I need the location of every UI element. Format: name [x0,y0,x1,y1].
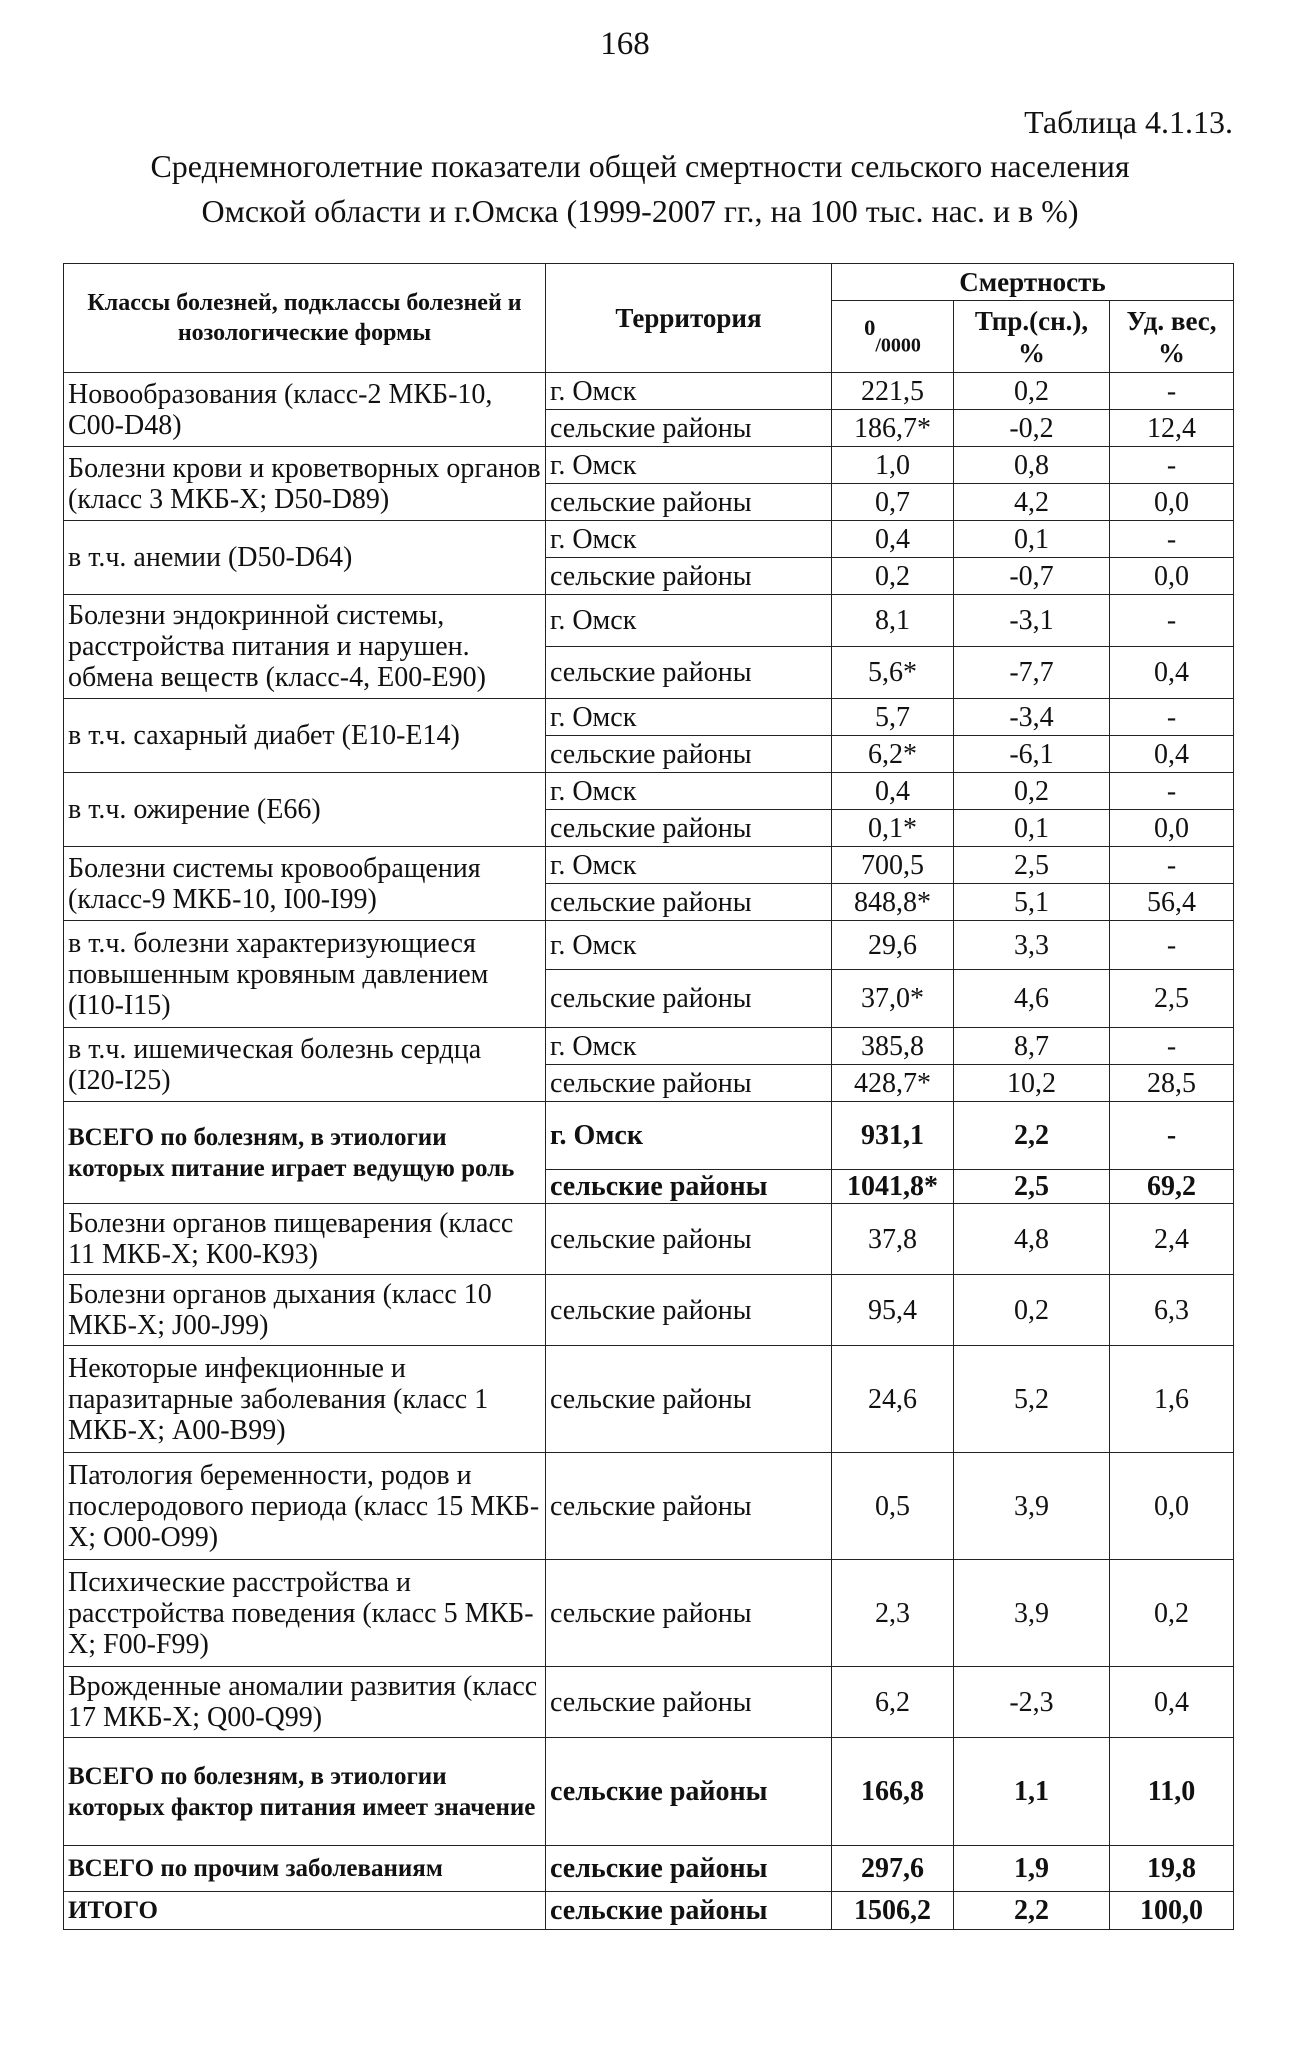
row-rate: 24,6 [832,1346,954,1453]
row-trend: 0,1 [954,810,1110,847]
row-rate: 931,1 [832,1102,954,1170]
row-territory: сельские районы [546,1204,832,1275]
row-share: 28,5 [1110,1065,1234,1102]
row-territory: сельские районы [546,647,832,699]
row-territory: г. Омск [546,847,832,884]
header-classes: Классы болезней, подклассы болезней и нозологические формы [64,264,546,373]
row-class: Болезни органов пищеварения (класс 11 МКБ-Х; К00-К93) [64,1204,546,1275]
row-rate: 1,0 [832,447,954,484]
row-class: в т.ч. ожирение (Е66) [64,773,546,847]
row-rate: 2,3 [832,1560,954,1667]
row-territory: г. Омск [546,699,832,736]
row-rate: 8,1 [832,595,954,647]
row-trend: 4,8 [954,1204,1110,1275]
row-share: 0,0 [1110,484,1234,521]
row-territory: сельские районы [546,1275,832,1346]
row-share: - [1110,921,1234,970]
row-share: 0,0 [1110,558,1234,595]
page-number: 168 [600,26,650,62]
row-class: в т.ч. болезни характеризующиеся повышенным кровяным давлением (I10-I15) [64,921,546,1028]
row-share: - [1110,373,1234,410]
row-trend: 3,3 [954,921,1110,970]
row-territory: сельские районы [546,970,832,1028]
row-class: Болезни эндокринной системы, расстройства питания и нарушен. обмена веществ (класс-4, Е00-Е90) [64,595,546,699]
row-trend: -0,2 [954,410,1110,447]
row-class: Врожденные аномалии развития (класс 17 МКБ-Х; Q00-Q99) [64,1667,546,1738]
row-rate: 186,7* [832,410,954,447]
row-trend: 0,8 [954,447,1110,484]
row-class: в т.ч. анемии (D50-D64) [64,521,546,595]
row-trend: 3,9 [954,1560,1110,1667]
row-territory: сельские районы [546,1560,832,1667]
row-share: 11,0 [1110,1738,1234,1846]
row-rate: 1506,2 [832,1892,954,1930]
row-class: Новообразования (класс-2 МКБ-10, С00-D48) [64,373,546,447]
row-trend: 2,5 [954,847,1110,884]
row-class: ВСЕГО по болезням, в этиологии которых фактор питания имеет значение [64,1738,546,1846]
row-rate: 428,7* [832,1065,954,1102]
row-territory: сельские районы [546,558,832,595]
row-trend: 0,2 [954,1275,1110,1346]
row-rate: 5,6* [832,647,954,699]
row-share: 0,0 [1110,1453,1234,1560]
table-label: Таблица 4.1.13. [1024,104,1233,140]
row-trend: 0,2 [954,773,1110,810]
row-share: 0,4 [1110,1667,1234,1738]
row-class: Болезни крови и кроветворных органов (класс 3 МКБ-Х; D50-D89) [64,447,546,521]
row-territory: сельские районы [546,1453,832,1560]
row-territory: сельские районы [546,736,832,773]
row-territory: сельские районы [546,884,832,921]
header-mortality: Смертность [832,264,1234,301]
row-rate: 0,4 [832,521,954,558]
header-rate [832,301,954,373]
row-trend: -7,7 [954,647,1110,699]
row-share: 56,4 [1110,884,1234,921]
row-trend: 2,5 [954,1170,1110,1204]
row-territory: г. Омск [546,373,832,410]
row-class: ВСЕГО по прочим заболеваниям [64,1846,546,1892]
row-class: Некоторые инфекционные и паразитарные заболевания (класс 1 МКБ-Х; А00-В99) [64,1346,546,1453]
row-rate: 221,5 [832,373,954,410]
row-territory: сельские районы [546,1065,832,1102]
row-class: Болезни системы кровообращения (класс-9 МКБ-10, I00-I99) [64,847,546,921]
header-rate-sup: 0 [864,314,876,340]
table-caption [60,144,1220,234]
row-class: ИТОГО [64,1892,546,1930]
header-share: Уд. вес, % [1110,301,1234,373]
row-rate: 5,7 [832,699,954,736]
row-trend: 1,1 [954,1738,1110,1846]
row-share: 6,3 [1110,1275,1234,1346]
row-trend: 0,1 [954,521,1110,558]
row-territory: г. Омск [546,447,832,484]
row-trend: 1,9 [954,1846,1110,1892]
row-class: Психические расстройства и расстройства поведения (класс 5 МКБ-Х; F00-F99) [64,1560,546,1667]
row-trend: 2,2 [954,1892,1110,1930]
row-rate: 385,8 [832,1028,954,1065]
row-territory: г. Омск [546,521,832,558]
row-territory: г. Омск [546,1028,832,1065]
row-share: 0,2 [1110,1560,1234,1667]
row-rate: 29,6 [832,921,954,970]
row-territory: г. Омск [546,595,832,647]
row-territory: сельские районы [546,1738,832,1846]
row-share: 0,4 [1110,647,1234,699]
row-share: 69,2 [1110,1170,1234,1204]
row-share: 0,4 [1110,736,1234,773]
row-trend: 2,2 [954,1102,1110,1170]
row-rate: 1041,8* [832,1170,954,1204]
row-trend: 0,2 [954,373,1110,410]
row-territory: сельские районы [546,1346,832,1453]
caption-line-1: Среднемноголетние показатели общей смертности сельского населения [150,148,1130,184]
row-class: Патология беременности, родов и послеродового периода (класс 15 МКБ-Х; О00-О99) [64,1453,546,1560]
row-territory: сельские районы [546,810,832,847]
row-class: в т.ч. ишемическая болезнь сердца (I20-I25) [64,1028,546,1102]
row-territory: г. Омск [546,921,832,970]
row-share: - [1110,521,1234,558]
row-rate: 6,2 [832,1667,954,1738]
row-share: - [1110,1028,1234,1065]
row-rate: 0,1* [832,810,954,847]
row-territory: сельские районы [546,1170,832,1204]
row-trend: -2,3 [954,1667,1110,1738]
row-share: 100,0 [1110,1892,1234,1930]
row-trend: 5,1 [954,884,1110,921]
row-share: 0,0 [1110,810,1234,847]
row-class: Болезни органов дыхания (класс 10 МКБ-Х; J00-J99) [64,1275,546,1346]
row-rate: 37,0* [832,970,954,1028]
row-rate: 0,5 [832,1453,954,1560]
row-share: - [1110,699,1234,736]
row-share: - [1110,847,1234,884]
row-share: 2,5 [1110,970,1234,1028]
row-trend: -3,1 [954,595,1110,647]
row-trend: 4,6 [954,970,1110,1028]
row-class: в т.ч. сахарный диабет (Е10-Е14) [64,699,546,773]
row-share: - [1110,1102,1234,1170]
row-trend: 8,7 [954,1028,1110,1065]
row-trend: -6,1 [954,736,1110,773]
row-territory: сельские районы [546,1667,832,1738]
row-share: - [1110,595,1234,647]
row-territory: г. Омск [546,1102,832,1170]
row-class: ВСЕГО по болезням, в этиологии которых питание играет ведущую роль [64,1102,546,1204]
row-rate: 848,8* [832,884,954,921]
caption-line-2: Омской области и г.Омска (1999-2007 гг., на 100 тыс. нас. и в %) [201,193,1079,229]
row-rate: 0,4 [832,773,954,810]
row-territory: сельские районы [546,410,832,447]
row-rate: 95,4 [832,1275,954,1346]
row-share: 1,6 [1110,1346,1234,1453]
row-share: - [1110,773,1234,810]
row-rate: 0,2 [832,558,954,595]
row-share: 2,4 [1110,1204,1234,1275]
row-rate: 37,8 [832,1204,954,1275]
row-territory: сельские районы [546,484,832,521]
row-territory: г. Омск [546,773,832,810]
row-trend: -3,4 [954,699,1110,736]
row-trend: 10,2 [954,1065,1110,1102]
row-rate: 0,7 [832,484,954,521]
header-trend: Тпр.(сн.), % [954,301,1110,373]
header-rate-sub: /0000 [875,334,921,357]
row-rate: 297,6 [832,1846,954,1892]
header-territory: Территория [546,264,832,373]
row-trend: 3,9 [954,1453,1110,1560]
row-share: - [1110,447,1234,484]
row-rate: 6,2* [832,736,954,773]
row-share: 12,4 [1110,410,1234,447]
row-trend: -0,7 [954,558,1110,595]
mortality-table [63,263,1234,1930]
row-territory: сельские районы [546,1846,832,1892]
row-share: 19,8 [1110,1846,1234,1892]
row-territory: сельские районы [546,1892,832,1930]
row-rate: 700,5 [832,847,954,884]
row-trend: 5,2 [954,1346,1110,1453]
row-trend: 4,2 [954,484,1110,521]
row-rate: 166,8 [832,1738,954,1846]
